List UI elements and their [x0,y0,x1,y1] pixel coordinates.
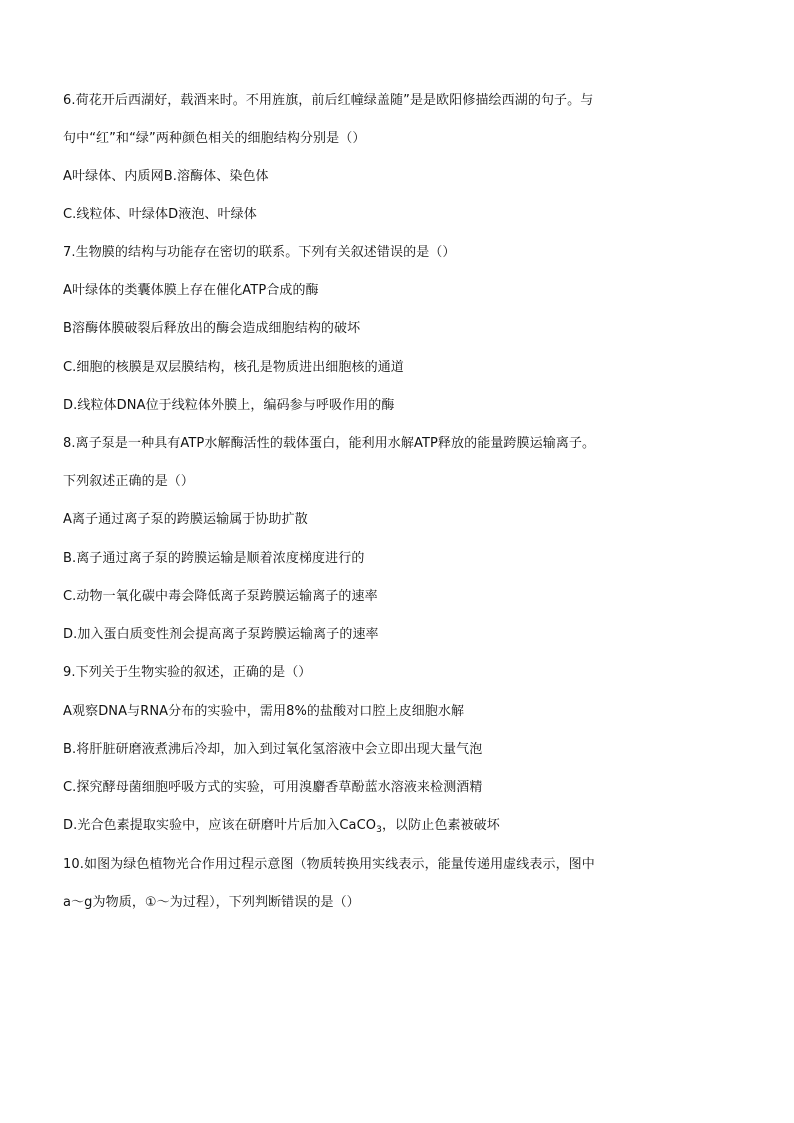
question-7-option-b: B溶酶体膜破裂后释放出的酶会造成细胞结构的破坏 [63,321,361,336]
question-8-option-b: B.离子通过离子泵的跨膜运输是顺着浓度梯度进行的 [63,551,365,566]
question-6-options-c-d: C.线粒体、叶绿体D液泡、叶绿体 [63,207,257,222]
question-9-option-c: C.探究酵母菌细胞呼吸方式的实验，可用溴麝香草酚蓝水溶液来检测酒精 [63,780,483,795]
question-10-stem-line-2: a～g为物质，①～为过程），下列判断错误的是（） [63,895,360,910]
question-7-option-a: A叶绿体的类囊体膜上存在催化ATP合成的酶 [63,283,319,298]
question-6-options-a-b: A叶绿体、内质网B.溶酶体、染色体 [63,169,269,184]
question-7-stem: 7.生物膜的结构与功能存在密切的联系。下列有关叙述错误的是（） [63,245,456,260]
question-9-option-a: A观察DNA与RNA分布的实验中，需用8%的盐酸对口腔上皮细胞水解 [63,704,465,719]
question-7-option-d: D.线粒体DNA位于线粒体外膜上，编码参与呼吸作用的酶 [63,398,395,413]
question-7-option-c: C.细胞的核膜是双层膜结构，核孔是物质进出细胞核的通道 [63,360,404,375]
question-8-stem-line-1: 8.离子泵是一种具有ATP水解酶活性的载体蛋白，能利用水解ATP释放的能量跨膜运输离子。 [63,436,596,451]
question-9-option-d-text-end: ，以防止色素被破坏 [381,818,500,833]
question-6-stem-line-1: 6.荷花开后西湖好，载酒来时。不用旌旗，前后红幢绿盖随”是是欧阳修描绘西湖的句子。与 [63,93,594,108]
question-8-option-d: D.加入蛋白质变性剂会提高离子泵跨膜运输离子的速率 [63,627,379,642]
question-9-option-b: B.将肝脏研磨液煮沸后冷却，加入到过氧化氢溶液中会立即出现大量气泡 [63,742,483,757]
question-8-stem-line-2: 下列叙述正确的是（） [63,474,195,489]
question-9-option-d-text: D.光合色素提取实验中，应该在研磨叶片后加入CaCO [63,818,377,833]
question-9-option-d-subscript: 3 [376,825,382,835]
question-9-stem: 9.下列关于生物实验的叙述，正确的是（） [63,665,312,680]
question-10-stem-line-1: 10.如图为绿色植物光合作用过程示意图（物质转换用实线表示，能量传递用虚线表示，图中 [63,857,595,872]
question-9-option-d [63,816,754,836]
question-8-option-c: C.动物一氧化碳中毒会降低离子泵跨膜运输离子的速率 [63,589,378,604]
question-8-option-a: A离子通过离子泵的跨膜运输属于协助扩散 [63,512,308,527]
question-6-stem-line-2: 句中“红”和“绿”两种颜色相关的细胞结构分别是（） [63,131,366,146]
